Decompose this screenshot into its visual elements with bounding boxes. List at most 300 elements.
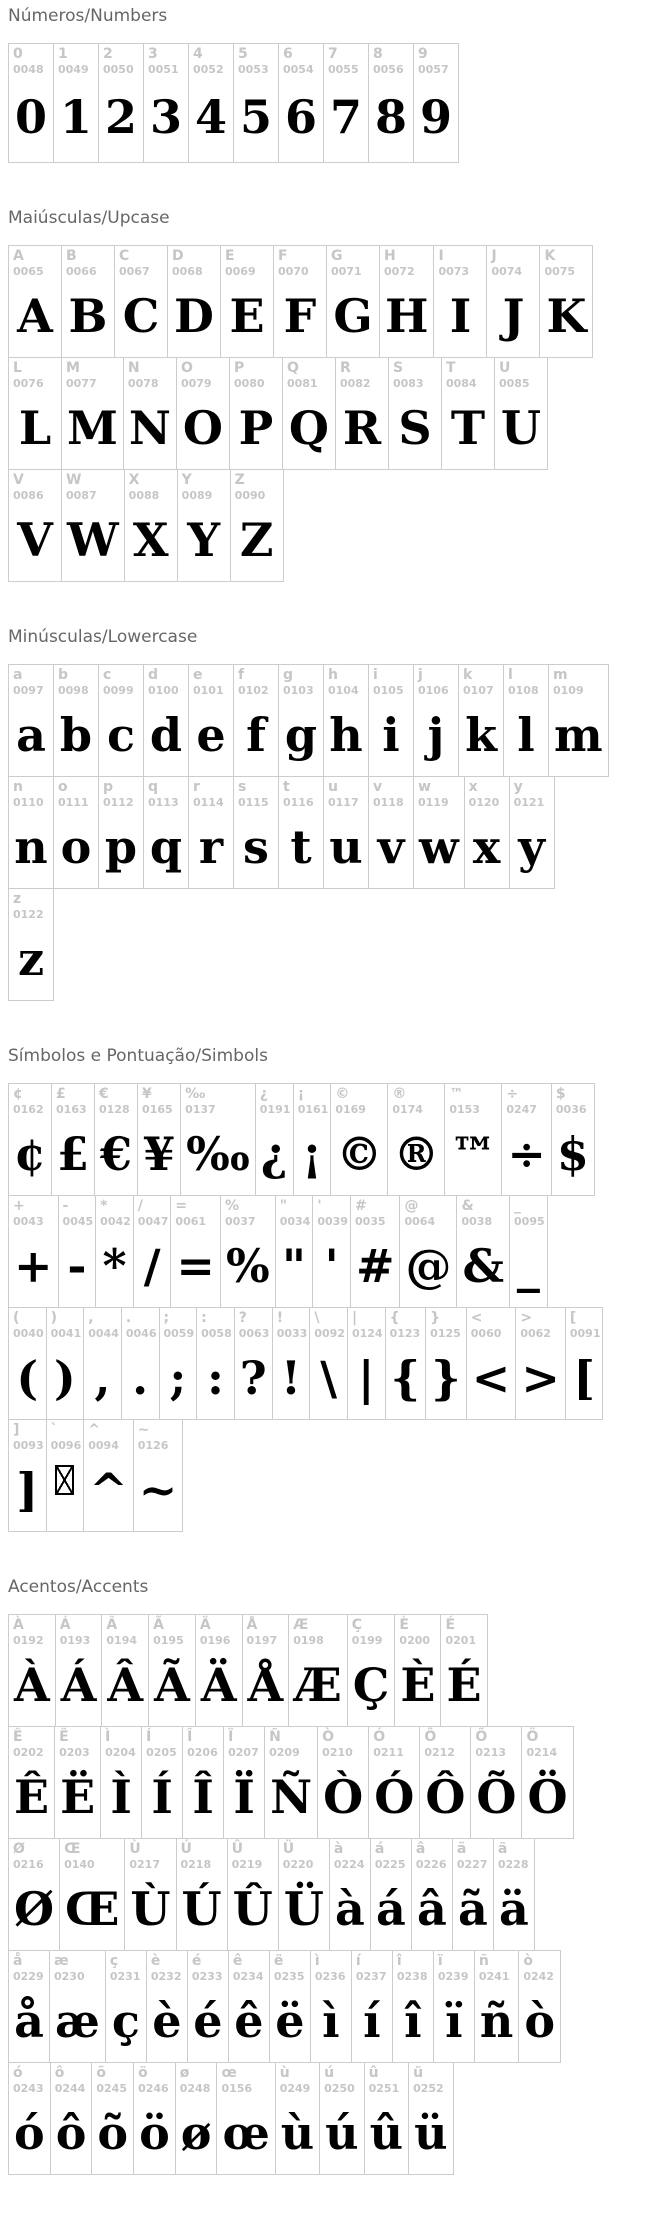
cell-code-label: 0087 (66, 489, 97, 502)
glyph-preview-area (234, 809, 278, 896)
glyph-preview: \ (320, 1351, 338, 1405)
glyph-preview-area (189, 697, 233, 784)
cell-char-label: 5 (238, 46, 248, 62)
glyph-row (8, 776, 555, 889)
glyph-preview: h (329, 708, 363, 762)
cell-code-label: 0040 (13, 1327, 44, 1340)
cell-char-label: V (13, 472, 24, 488)
cell-char-label: ¥ (142, 1086, 152, 1102)
glyph-preview-area (54, 76, 98, 169)
glyph-cell (170, 1195, 221, 1308)
glyph-preview-area (84, 1340, 121, 1427)
cell-code-label: 0037 (224, 1215, 256, 1228)
cell-code-label: 0233 (191, 1970, 223, 1983)
glyph-preview-area (134, 1452, 183, 1539)
glyph-preview: } (431, 1351, 461, 1405)
glyph-cell (413, 776, 465, 889)
cell-char-label: u (328, 779, 338, 795)
cell-char-label: ' (317, 1198, 322, 1214)
glyph-preview-area (540, 278, 592, 365)
glyph-cell (350, 1195, 401, 1308)
cell-char-label: è (150, 1953, 161, 1969)
cell-code-label: 0174 (392, 1103, 423, 1116)
glyph-preview: l (517, 708, 535, 762)
cell-code-label: 0211 (373, 1746, 404, 1759)
cell-code-label: 0192 (13, 1634, 44, 1647)
glyph-grid (8, 43, 459, 163)
cell-char-label: o (58, 779, 68, 795)
glyph-cell (413, 43, 459, 163)
cell-code-label: 0074 (491, 265, 523, 278)
cell-code-label: 0053 (238, 63, 269, 76)
glyph-cell (392, 1950, 434, 2063)
glyph-cell (143, 664, 189, 777)
cell-char-label: - (62, 1198, 69, 1214)
glyph-preview-area (279, 697, 323, 784)
glyph-cell (474, 1950, 519, 2063)
glyph-cell (167, 245, 221, 358)
glyph-preview-area (189, 76, 233, 169)
glyph-preview-area (230, 390, 282, 477)
cell-code-label: 0169 (335, 1103, 366, 1116)
cell-code-label: 0212 (424, 1746, 455, 1759)
glyph-cell (133, 1195, 172, 1308)
cell-code-label: 0036 (555, 1103, 587, 1116)
glyph-cell (8, 469, 62, 582)
glyph-preview-area (134, 1228, 171, 1315)
glyph-cell (518, 1950, 561, 2063)
glyph-preview-area (510, 809, 554, 896)
glyph-preview-area (229, 1983, 269, 2070)
cell-code-label: 0073 (438, 265, 470, 278)
glyph-row (8, 1195, 548, 1308)
cell-code-label: 0231 (109, 1970, 141, 1983)
glyph-preview-area (369, 697, 413, 784)
glyph-preview: Ô (425, 1770, 466, 1824)
glyph-preview: e (196, 708, 226, 762)
cell-char-label: â (415, 1841, 426, 1857)
glyph-preview: U (500, 401, 542, 455)
glyph-cell (501, 1083, 552, 1196)
glyph-preview-area (60, 1871, 124, 1958)
cell-char-label: L (13, 360, 22, 376)
cell-char-label: ) (50, 1310, 58, 1326)
glyph-cell (8, 1726, 55, 1839)
cell-code-label: 0082 (339, 377, 371, 390)
glyph-cell (46, 1307, 85, 1420)
glyph-preview: è (152, 1994, 182, 2048)
cell-code-label: 0243 (13, 2082, 44, 2095)
glyph-cell (282, 357, 336, 470)
cell-char-label: Ë (59, 1729, 69, 1745)
glyph-preview-area (9, 921, 53, 1008)
glyph-preview-area (494, 1871, 534, 1958)
glyph-preview-area (9, 390, 61, 477)
glyph-preview-area (552, 1116, 594, 1203)
glyph-preview: Ì (110, 1770, 132, 1824)
glyph-preview: p (104, 820, 138, 874)
cell-char-label: X (128, 472, 140, 488)
glyph-cell (220, 1195, 276, 1308)
glyph-preview-area (276, 2095, 319, 2182)
glyph-preview-area (324, 697, 368, 784)
glyph-preview: < (471, 1351, 511, 1405)
glyph-preview: ¿ (260, 1127, 288, 1181)
glyph-cell (288, 1614, 348, 1727)
glyph-preview-area (160, 1340, 197, 1427)
glyph-cell (242, 1614, 290, 1727)
cell-char-label: ! (276, 1310, 284, 1326)
glyph-cell (187, 1950, 229, 2063)
cell-code-label: 0252 (413, 2082, 444, 2095)
glyph-preview: ù (280, 2106, 315, 2160)
cell-code-label: 0098 (58, 684, 89, 697)
glyph-preview: ‰ (186, 1127, 250, 1181)
glyph-preview-area (352, 1983, 392, 2070)
glyph-preview-area (270, 1983, 310, 2070)
cell-char-label: € (99, 1086, 109, 1102)
glyph-cell (233, 776, 279, 889)
cell-code-label: 0103 (283, 684, 314, 697)
glyph-cell (55, 1614, 103, 1727)
glyph-cell (53, 43, 99, 163)
glyph-preview: ú (325, 2106, 359, 2160)
glyph-preview: Ø (14, 1882, 55, 1936)
glyph-preview: Ñ (270, 1770, 313, 1824)
glyph-preview: i (382, 708, 400, 762)
cell-char-label: © (335, 1086, 350, 1102)
cell-code-label: 0113 (148, 796, 179, 809)
cell-code-label: 0108 (508, 684, 539, 697)
glyph-preview: Ù (130, 1882, 171, 1936)
cell-char-label: ù (279, 2065, 290, 2081)
cell-code-label: 0161 (297, 1103, 329, 1116)
glyph-preview-area (9, 278, 61, 365)
glyph-preview-area (95, 1116, 137, 1203)
cell-char-label: d (148, 667, 159, 683)
glyph-cell (124, 1838, 176, 1951)
glyph-preview: , (94, 1351, 111, 1405)
glyph-preview-area (414, 697, 458, 784)
cell-char-label: ó (13, 2065, 23, 2081)
glyph-cell (53, 776, 99, 889)
glyph-preview-area (62, 502, 124, 589)
glyph-preview: W (67, 513, 119, 567)
glyph-preview-area (459, 697, 503, 784)
cell-code-label: 0117 (328, 796, 359, 809)
cell-code-label: 0126 (137, 1439, 169, 1452)
cell-char-label: P (233, 360, 245, 376)
cell-char-label: r (193, 779, 200, 795)
glyph-preview: [ (573, 1351, 596, 1405)
glyph-preview-area (351, 1228, 400, 1315)
glyph-preview-area (144, 76, 188, 169)
glyph-preview: r (198, 820, 224, 874)
glyph-preview: | (357, 1351, 375, 1405)
cell-char-label: > (520, 1310, 533, 1326)
cell-code-label: 0203 (59, 1746, 90, 1759)
glyph-preview: Ü (283, 1882, 324, 1936)
cell-char-label: Æ (293, 1617, 309, 1633)
cell-char-label: ô (54, 2065, 65, 2081)
glyph-preview: â (416, 1882, 447, 1936)
glyph-preview: % (225, 1239, 270, 1293)
glyph-cell (49, 1950, 106, 2063)
section-accents (8, 1577, 661, 2175)
cell-code-label: 0165 (142, 1103, 173, 1116)
glyph-preview-area (102, 1647, 148, 1734)
cell-code-label: 0227 (456, 1858, 488, 1871)
glyph-preview: à (334, 1882, 365, 1936)
cell-code-label: 0105 (373, 684, 404, 697)
glyph-preview-area (9, 1871, 59, 1958)
cell-code-label: 0128 (99, 1103, 130, 1116)
cell-char-label: G (331, 248, 343, 264)
glyph-preview-area (147, 1983, 187, 2070)
glyph-preview: õ (97, 2106, 129, 2160)
glyph-cell (335, 357, 389, 470)
cell-code-label: 0068 (172, 265, 203, 278)
glyph-preview: Ï (233, 1770, 255, 1824)
cell-code-label: 0228 (497, 1858, 529, 1871)
glyph-preview: : (206, 1351, 224, 1405)
glyph-preview: É (446, 1658, 482, 1712)
glyph-cell (148, 1614, 196, 1727)
cell-code-label: 0035 (354, 1215, 386, 1228)
glyph-preview-area (510, 1228, 547, 1315)
cell-char-label: ò (523, 1953, 533, 1969)
glyph-preview-area (330, 1871, 370, 1958)
cell-char-label: Å (246, 1617, 258, 1633)
cell-char-label: & (461, 1198, 474, 1214)
glyph-preview: > (521, 1351, 560, 1405)
glyph-preview-area (318, 1759, 368, 1846)
glyph-row (8, 1614, 488, 1727)
glyph-cell (394, 1614, 441, 1727)
glyph-preview-area (279, 76, 323, 169)
glyph-preview: ! (280, 1351, 302, 1405)
cell-char-label: û (368, 2065, 379, 2081)
glyph-cell (8, 888, 54, 1001)
glyph-cell (8, 776, 54, 889)
glyph-preview: V (17, 513, 53, 567)
glyph-preview: ö (139, 2106, 170, 2160)
cell-code-label: 0245 (96, 2082, 127, 2095)
cell-code-label: 0106 (418, 684, 449, 697)
glyph-preview: J (502, 289, 525, 343)
glyph-preview-area (414, 76, 458, 169)
glyph-preview: $ (556, 1127, 589, 1181)
cell-code-label: 0213 (475, 1746, 507, 1759)
cell-char-label: U (498, 360, 511, 376)
cell-code-label: 0076 (13, 377, 44, 390)
glyph-cell (440, 1614, 487, 1727)
glyph-preview-area (311, 1983, 351, 2070)
section-numbers (8, 6, 661, 163)
glyph-preview-area (197, 1340, 234, 1427)
cell-code-label: 0094 (88, 1439, 119, 1452)
cell-code-label: 0099 (103, 684, 134, 697)
glyph-preview: ã (457, 1882, 488, 1936)
glyph-preview-area (84, 1452, 133, 1539)
cell-code-label: 0062 (520, 1327, 551, 1340)
glyph-preview: y (518, 820, 545, 874)
cell-char-label: # (354, 1198, 367, 1214)
glyph-cell (370, 1838, 412, 1951)
cell-char-label: [ (569, 1310, 577, 1326)
glyph-preview: c (106, 708, 135, 762)
glyph-preview: A (17, 289, 53, 343)
glyph-cell (146, 1950, 188, 2063)
glyph-preview-area (142, 1759, 182, 1846)
cell-char-label: å (13, 1953, 23, 1969)
glyph-cell (91, 2062, 134, 2175)
cell-code-label: 0116 (283, 796, 314, 809)
glyph-preview: G (333, 289, 373, 343)
glyph-preview: È (400, 1658, 436, 1712)
glyph-cell (105, 1950, 147, 2063)
cell-code-label: 0217 (129, 1858, 160, 1871)
cell-char-label: l (508, 667, 513, 683)
glyph-preview-area (99, 76, 143, 169)
glyph-grid (8, 1614, 574, 2175)
glyph-cell (379, 245, 434, 358)
glyph-preview: Ã (154, 1658, 190, 1712)
glyph-row (8, 1726, 574, 1839)
glyph-preview-area (465, 809, 509, 896)
cell-char-label: c (103, 667, 112, 683)
cell-char-label: n (13, 779, 23, 795)
glyph-row (8, 1307, 603, 1420)
cell-code-label: 0202 (13, 1746, 44, 1759)
cell-code-label: 0049 (58, 63, 89, 76)
glyph-preview: ¥ (143, 1127, 176, 1181)
cell-code-label: 0205 (146, 1746, 177, 1759)
glyph-preview: ñ (479, 1994, 514, 2048)
glyph-preview: _ (516, 1239, 540, 1293)
cell-char-label: ç (109, 1953, 119, 1969)
glyph-preview-area (420, 1759, 470, 1846)
glyph-cell (8, 2062, 51, 2175)
glyph-cell (196, 1307, 235, 1420)
glyph-preview-area (196, 1647, 242, 1734)
glyph-cell (388, 357, 442, 470)
glyph-cell (278, 776, 324, 889)
cell-char-label: B (66, 248, 77, 264)
glyph-preview: I (449, 289, 472, 343)
glyph-preview: k (465, 708, 497, 762)
cell-char-label: i (373, 667, 378, 683)
cell-code-label: 0162 (13, 1103, 44, 1116)
glyph-preview-area (234, 76, 278, 169)
cell-code-label: 0070 (278, 265, 309, 278)
cell-code-label: 0059 (163, 1327, 195, 1340)
glyph-preview-area (274, 278, 326, 365)
cell-code-label: 0235 (273, 1970, 305, 1983)
glyph-preview: Y (187, 513, 221, 567)
glyph-cell (466, 1307, 517, 1420)
glyph-row (8, 1419, 183, 1532)
glyph-preview-area (389, 390, 441, 477)
glyph-cell (188, 664, 234, 777)
cell-char-label: È (399, 1617, 409, 1633)
cell-code-label: 0204 (105, 1746, 136, 1759)
cell-char-label: p (103, 779, 114, 795)
glyph-cell (176, 357, 230, 470)
cell-char-label: î (396, 1953, 402, 1969)
cell-code-label: 0201 (445, 1634, 477, 1647)
cell-char-label: E (225, 248, 235, 264)
cell-char-label: : (201, 1310, 207, 1326)
cell-code-label: 0194 (106, 1634, 138, 1647)
glyph-preview: Ú (181, 1882, 222, 1936)
glyph-preview: Ö (527, 1770, 568, 1824)
glyph-preview-area (9, 1647, 55, 1734)
glyph-cell (464, 776, 510, 889)
cell-char-label: b (58, 667, 69, 683)
cell-code-label: 0064 (404, 1215, 436, 1228)
glyph-cell (159, 1307, 198, 1420)
glyph-preview: f (246, 708, 266, 762)
glyph-preview: ç (111, 1994, 140, 2048)
cell-char-label: Ê (13, 1729, 23, 1745)
glyph-cell (137, 1083, 181, 1196)
cell-char-label: s (238, 779, 247, 795)
glyph-preview-area (178, 502, 230, 589)
glyph-preview: å (14, 1994, 44, 2048)
glyph-preview-area (59, 1228, 96, 1315)
glyph-cell (278, 1838, 330, 1951)
glyph-cell (8, 43, 54, 163)
cell-char-label: ] (13, 1422, 20, 1438)
cell-char-label: Q (286, 360, 299, 376)
cell-char-label: Y (181, 472, 192, 488)
cell-code-label: 0100 (148, 684, 179, 697)
cell-code-label: 0226 (415, 1858, 447, 1871)
glyph-cell (493, 1838, 535, 1951)
cell-code-label: 0237 (355, 1970, 387, 1983)
glyph-preview-area (409, 2095, 452, 2182)
cell-char-label: Û (231, 1841, 243, 1857)
cell-char-label: Â (106, 1617, 118, 1633)
cell-char-label: g (283, 667, 294, 683)
cell-code-label: 0102 (238, 684, 269, 697)
glyph-preview-area (189, 809, 233, 896)
cell-char-label: 8 (373, 46, 383, 62)
cell-code-label: 0077 (66, 377, 97, 390)
cell-char-label: ` (50, 1422, 58, 1438)
glyph-preview: 9 (419, 90, 452, 144)
glyph-cell (539, 245, 593, 358)
cell-code-label: 0230 (54, 1970, 85, 1983)
cell-char-label: ê (232, 1953, 243, 1969)
glyph-cell (494, 357, 548, 470)
glyph-cell (8, 1950, 50, 2063)
glyph-preview: ü (414, 2106, 448, 2160)
cell-char-label: v (373, 779, 383, 795)
glyph-preview-area (96, 1228, 133, 1315)
glyph-preview: ' (324, 1239, 339, 1293)
glyph-preview-area (221, 1228, 275, 1315)
cell-char-label: ® (392, 1086, 407, 1102)
cell-char-label: z (13, 891, 22, 907)
glyph-preview: Í (151, 1770, 173, 1824)
glyph-preview: ( (16, 1351, 39, 1405)
glyph-cell (413, 664, 459, 777)
cell-char-label: j (418, 667, 423, 683)
cell-code-label: 0088 (128, 489, 160, 502)
cell-code-label: 0137 (185, 1103, 216, 1116)
